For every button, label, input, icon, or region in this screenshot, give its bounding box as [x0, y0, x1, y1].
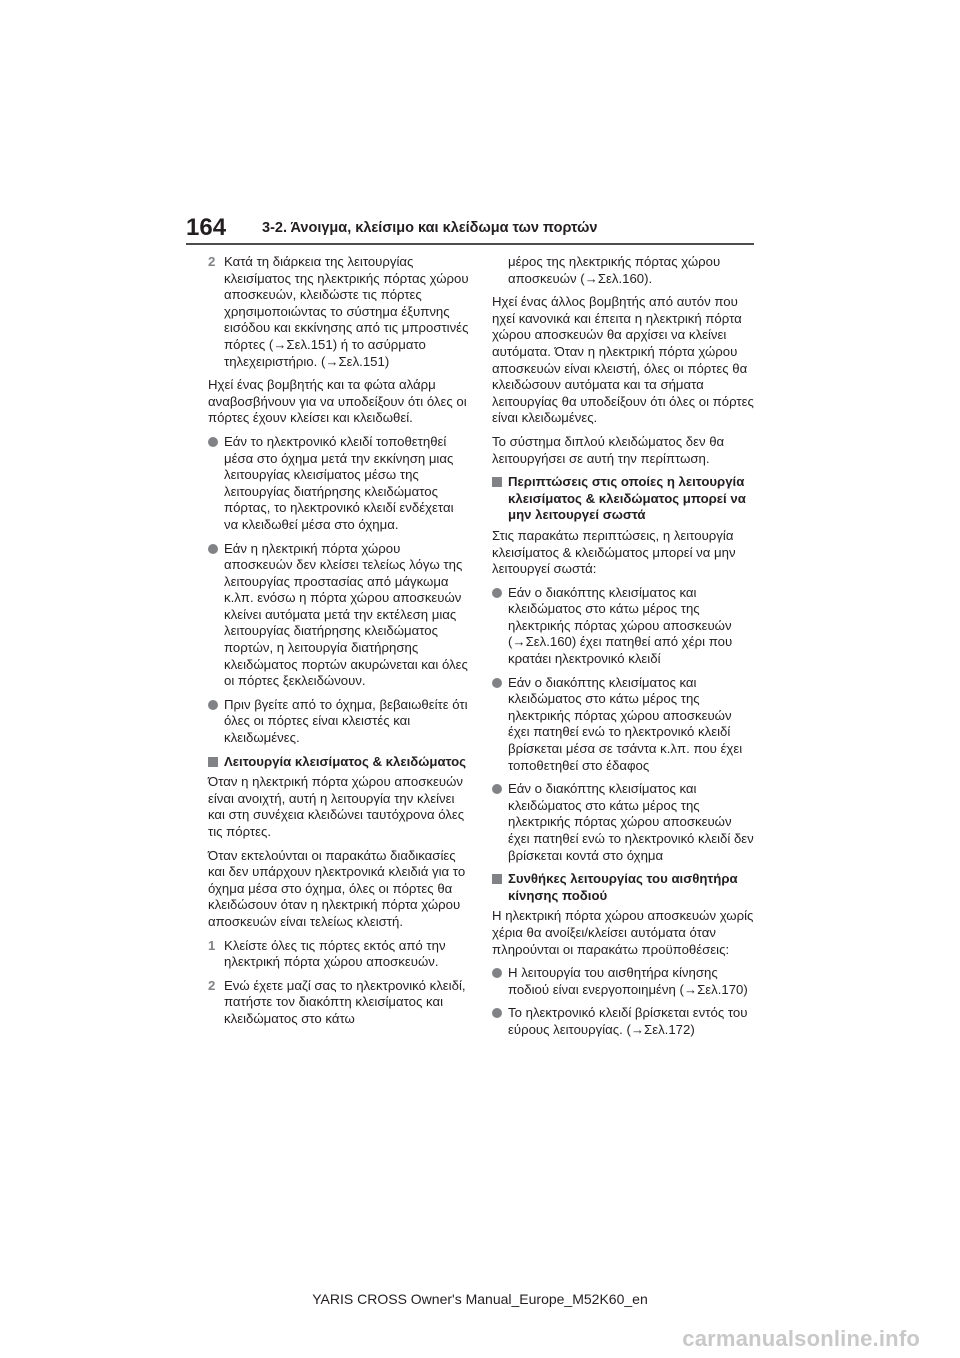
bullet-text: Εάν ο διακόπτης κλεισίματος και κλειδώματος στο κάτω μέρος της ηλεκτρικής πόρτας χώρου αποσκευών έχει πατηθεί ενώ το ηλεκτρονικό κλειδί δεν βρίσκεται κοντά στο όχημα — [508, 781, 754, 863]
section-heading — [208, 754, 470, 771]
footer-text: YARIS CROSS Owner's Manual_Europe_M52K60_en — [312, 1291, 648, 1307]
paragraph: Το σύστημα διπλού κλειδώματος δεν θα λειτουργήσει σε αυτή την περίπτωση. — [492, 433, 725, 466]
bullet-item — [208, 434, 470, 534]
step-text: Κατά τη διάρκεια της λειτουργίας κλεισίματος της ηλεκτρικής πόρτας χώρου αποσκευών, κλειδώστε τις πόρτες χρησιμοποιώντας το σύστημα έξυπνης εισόδου και εκκίνησης από τις μπροστινές πόρτες (→Σελ.151) ή το ασύρματο τηλεχειριστήριο. (→Σελ.151) — [224, 254, 469, 369]
bullet-item — [492, 1005, 754, 1038]
heading-text: Λειτουργία κλεισίματος & κλειδώματος — [224, 753, 467, 769]
paragraph: Ηχεί ένας άλλος βομβητής από αυτόν που ηχεί κανονικά και έπειτα η ηλεκτρική πόρτα χώρου αποσκευών θα αρχίσει να κλείνει αυτόματα. Όταν η ηλεκτρική πόρτα χώρου αποσκευών είναι κλειστή, όλες οι πόρτες θα κλειδώσουν αυτόματα και τα σήματα λειτουργίας θα υποδείξουν ότι όλες οι πόρτες είναι κλειδωμένες. — [492, 294, 754, 426]
left-column — [208, 254, 470, 1035]
paragraph: Στις παρακάτω περιπτώσεις, η λειτουργία κλεισίματος & κλειδώματος μπορεί να μην λειτουργεί σωστά: — [492, 527, 736, 577]
section-heading — [492, 871, 754, 904]
step-text: Κλείστε όλες τις πόρτες εκτός από την ηλεκτρική πόρτα χώρου αποσκευών. — [224, 937, 446, 970]
bullet-text: Εάν ο διακόπτης κλεισίματος και κλειδώματος στο κάτω μέρος της ηλεκτρικής πόρτας χώρου αποσκευών (→Σελ.160) έχει πατηθεί από χέρι που κρατάει ηλεκτρονικό κλειδί — [508, 584, 733, 667]
step-item — [208, 254, 470, 370]
step-continuation: μέρος της ηλεκτρικής πόρτας χώρου αποσκευών (→Σελ.160). — [508, 254, 721, 286]
step-number: 2 — [208, 977, 216, 993]
bullet-dot-icon — [492, 1008, 502, 1018]
bullet-item — [492, 781, 754, 864]
paragraph: Ηχεί ένας βομβητής και τα φώτα αλάρμ αναβοσβήνουν για να υποδείξουν ότι όλες οι πόρτες έχουν κλείσει και κλειδωθεί. — [208, 377, 467, 426]
bullet-item — [492, 585, 754, 668]
step-number: 1 — [208, 937, 216, 953]
bullet-dot-icon — [208, 437, 218, 447]
square-bullet-icon — [492, 477, 502, 487]
bullet-text: Εάν το ηλεκτρονικό κλειδί τοποθετηθεί μέσα στο όχημα μετά την εκκίνηση μιας λειτουργίας κλεισίματος μέσω της λειτουργίας διατήρησης κλειδώματος πόρτας, το ηλεκτρονικό κλειδί ενδέχεται να κλειδωθεί μέσα στο όχημα. — [224, 433, 454, 532]
step-number: 2 — [208, 254, 216, 269]
bullet-item — [208, 697, 470, 747]
bullet-item — [208, 541, 470, 690]
bullet-text: Πριν βγείτε από το όχημα, βεβαιωθείτε ότι όλες οι πόρτες είναι κλειστές και κλειδωμένες. — [224, 696, 468, 746]
bullet-dot-icon — [492, 588, 502, 598]
heading-text: Συνθήκες λειτουργίας του αισθητήρα κίνησης ποδιού — [508, 871, 738, 903]
header-divider — [186, 243, 754, 245]
square-bullet-icon — [492, 874, 502, 884]
bullet-text: Το ηλεκτρονικό κλειδί βρίσκεται εντός του εύρους λειτουργίας. (→Σελ.172) — [508, 1005, 748, 1037]
paragraph: Η ηλεκτρική πόρτα χώρου αποσκευών χωρίς χέρια θα ανοίξει/κλείσει αυτόματα όταν πληρούνται οι παρακάτω προϋποθέσεις: — [492, 908, 754, 957]
bullet-dot-icon — [208, 700, 218, 710]
section-heading — [492, 474, 754, 524]
square-bullet-icon — [208, 757, 218, 767]
bullet-item — [492, 675, 754, 775]
bullet-text: Εάν ο διακόπτης κλεισίματος και κλειδώματος στο κάτω μέρος της ηλεκτρικής πόρτας χώρου αποσκευών έχει πατηθεί ενώ το ηλεκτρονικό κλειδί βρίσκεται μέσα σε τσάντα κ.λπ. που έχει τοποθετηθεί στο έδαφος — [508, 674, 743, 773]
bullet-dot-icon — [492, 678, 502, 688]
section-title: 3-2. Άνοιγμα, κλείσιμο και κλείδωμα των πορτών — [262, 220, 598, 236]
bullet-text: Η λειτουργία του αισθητήρα κίνησης ποδιού είναι ενεργοποιημένη (→Σελ.170) — [508, 965, 748, 997]
right-column — [492, 254, 754, 1046]
paragraph: Όταν εκτελούνται οι παρακάτω διαδικασίες και δεν υπάρχουν ηλεκτρονικά κλειδιά για το όχημα μέσα στο όχημα, όλες οι πόρτες θα κλειδώσουν όταν η ηλεκτρική πόρτα χώρου αποσκευών είναι τελείως κλειστή. — [208, 847, 466, 929]
page-number: 164 — [186, 214, 227, 241]
bullet-dot-icon — [492, 968, 502, 978]
watermark: carmanualsonline.info — [682, 1326, 920, 1351]
bullet-dot-icon — [208, 544, 218, 554]
bullet-text: Εάν η ηλεκτρική πόρτα χώρου αποσκευών δεν κλείσει τελείως λόγω της λειτουργίας προστασίας από μάγκωμα κ.λπ. ενόσω η πόρτα χώρου αποσκευών κλείνει αυτόματα μετά την εκτέλεση μιας λειτουργίας διατήρησης κλειδώματος πορτών, η λειτουργία διατήρησης κλειδώματος πορτών ακυρώνεται και όλες οι πόρτες ξεκλειδώνουν. — [224, 540, 468, 689]
step-item — [208, 938, 470, 971]
heading-text: Περιπτώσεις στις οποίες η λειτουργία κλεισίματος & κλειδώματος μπορεί να μην λειτουργεί σωστά — [508, 474, 746, 523]
step-item — [208, 978, 470, 1028]
bullet-dot-icon — [492, 784, 502, 794]
paragraph: Όταν η ηλεκτρική πόρτα χώρου αποσκευών είναι ανοιχτή, αυτή η λειτουργία την κλείνει και στη συνέχεια κλειδώνει ταυτόχρονα όλες τις πόρτες. — [208, 774, 465, 839]
step-text: Ενώ έχετε μαζί σας το ηλεκτρονικό κλειδί, πατήστε τον διακόπτη κλεισίματος και κλειδώματος στο κάτω — [224, 977, 466, 1026]
bullet-item — [492, 965, 754, 998]
